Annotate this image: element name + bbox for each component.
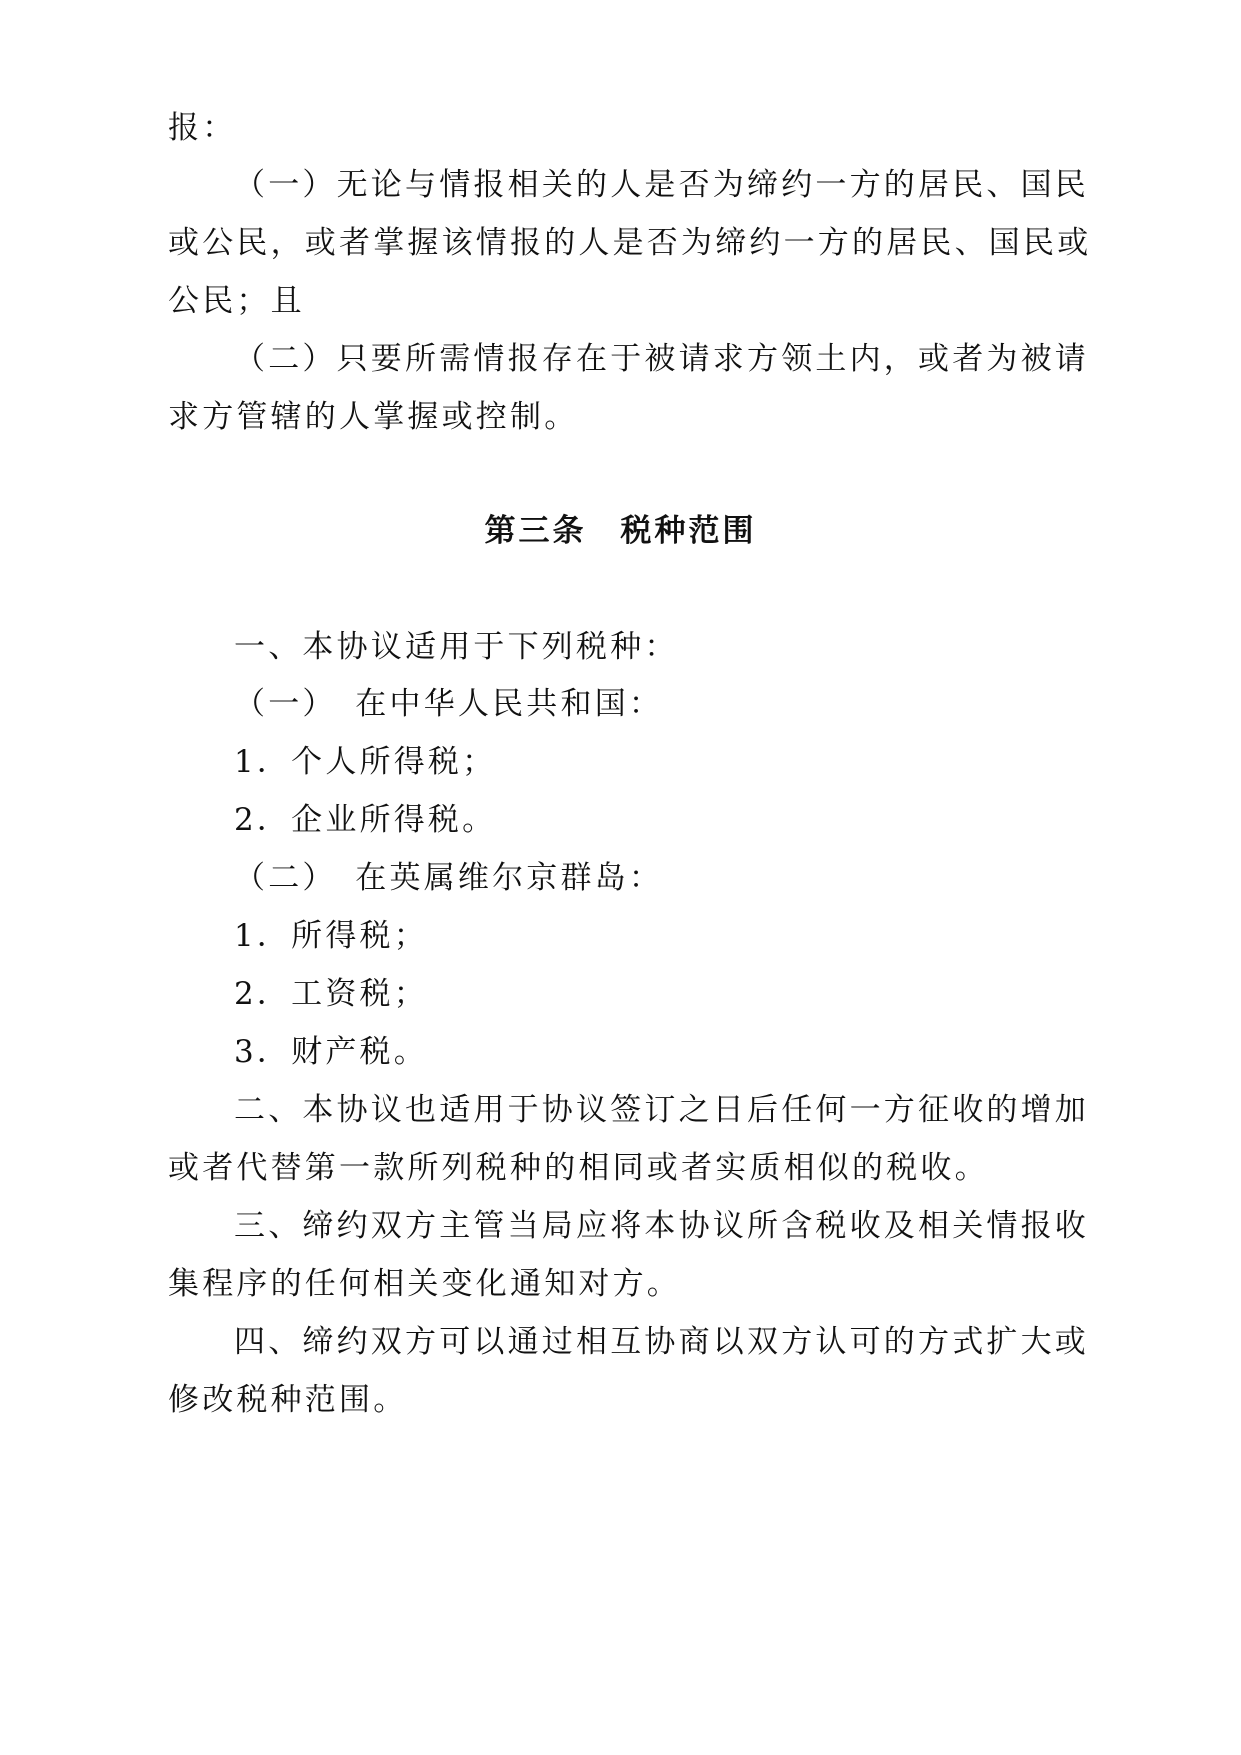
clause-1-subclause-2-item-1: 1．所得税； [234, 918, 428, 954]
paragraph-continuation-line: 报： [168, 110, 237, 146]
paragraph-item-1-line-1: （一）无论与情报相关的人是否为缔约一方的居民、国民 [234, 167, 1089, 203]
clause-2-line-2: 或者代替第一款所列税种的相同或者实质相似的税收。 [168, 1150, 989, 1186]
clause-1-subclause-1-item-2: 2．企业所得税。 [234, 802, 497, 838]
clause-4-line-2: 修改税种范围。 [168, 1382, 408, 1418]
clause-1-subclause-2-item-2: 2．工资税； [234, 976, 428, 1012]
clause-3-line-2: 集程序的任何相关变化通知对方。 [168, 1266, 681, 1302]
paragraph-item-2-line-1: （二）只要所需情报存在于被请求方领土内，或者为被请 [234, 341, 1089, 377]
clause-2-line-1: 二、本协议也适用于协议签订之日后任何一方征收的增加 [234, 1092, 1089, 1128]
clause-1-subclause-2: （二） 在英属维尔京群岛： [234, 860, 664, 896]
paragraph-item-2-line-2: 求方管辖的人掌握或控制。 [168, 399, 579, 435]
clause-4-line-1: 四、缔约双方可以通过相互协商以双方认可的方式扩大或 [234, 1324, 1089, 1360]
paragraph-item-1-line-2: 或公民，或者掌握该情报的人是否为缔约一方的居民、国民或 [168, 225, 1092, 261]
article-heading: 第三条 税种范围 [484, 513, 757, 549]
clause-1: 一、本协议适用于下列税种： [234, 629, 679, 665]
paragraph-item-1-line-3: 公民；且 [168, 283, 305, 319]
clause-1-subclause-1: （一） 在中华人民共和国： [234, 686, 664, 722]
clause-1-subclause-2-item-3: 3．财产税。 [234, 1034, 428, 1070]
clause-3-line-1: 三、缔约双方主管当局应将本协议所含税收及相关情报收 [234, 1208, 1089, 1244]
clause-1-subclause-1-item-1: 1．个人所得税； [234, 744, 497, 780]
